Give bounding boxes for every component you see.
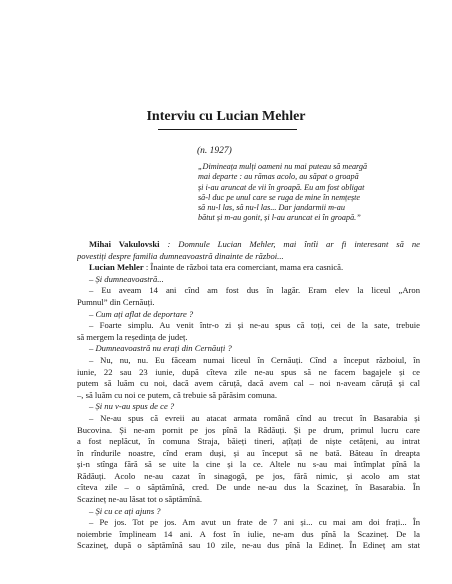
- answer-line: [77, 262, 420, 274]
- answer-line: –, să luăm cu noi ce putem, că trebuie să părăsim comuna.: [77, 389, 277, 400]
- speaker-name: Lucian Mehler: [89, 262, 144, 273]
- epigraph-line: și i-au aruncat de vii în groapă. Eu am fost obligat: [198, 182, 365, 192]
- answer-line: Pumnul” din Cernăuți.: [77, 296, 155, 307]
- answer-line: iunie, 22 sau 23 iunie, după cîteva zile ne-au spus să ne facem bagajele și ce: [77, 366, 420, 377]
- question-line: [77, 239, 420, 251]
- epigraph-line: să nu-l las, să nu-l las... Dar jandarmii m-au: [198, 203, 345, 213]
- speaker-name: Mihai Vakulovski: [89, 239, 160, 249]
- answer-line: Rădăuți. Acolo ne-au cazat în sinagogă, pe jos, fără nimic, și acolo am stat: [77, 470, 420, 481]
- answer-line: putem să luăm cu noi, dacă avem căruță, dacă avem cal – noi n-aveam căruță și cal: [77, 378, 420, 389]
- answer-line: să mergem la reședința de județ.: [77, 331, 188, 342]
- page-title: Interviu cu Lucian Mehler: [146, 109, 306, 124]
- answer-line: – Pe jos. Tot pe jos. Am avut un frate de 7 ani și... cu mai am doi frați... În: [89, 517, 420, 528]
- answer-line: Scazineț ne-au lăsat tot o săptămînă.: [77, 494, 203, 505]
- question-line: – Dumneavoastră nu erați din Cernăuți ?: [89, 343, 232, 354]
- answer-line: a fost neplăcut, în comuna Straja, băieți tineri, ațîțați de niște cetățeni, au intrat: [77, 436, 420, 447]
- epigraph-line: mai departe : au rămas acolo, au săpat o groapă: [198, 172, 359, 182]
- answer-text: : Înainte de război tata era comerciant, mama era casnică.: [145, 262, 344, 273]
- question-text: : Domnule Lucian Mehler, mai întîi ar fi interesant să ne: [167, 239, 420, 249]
- answer-line: – Foarte simplu. Au venit într-o zi și ne-au spus că toți, cei de la sate, trebuie: [89, 320, 420, 331]
- answer-line: în rîndurile noastre, cînd eram duși, și au început să ne bată. Băteau în dreapta: [77, 447, 420, 458]
- answer-line: Scazineț, după o săptămînă sau 10 zile, ne-au dus pînă la Edineț. În Edineț am stat: [77, 540, 420, 551]
- question-line: – Și cu ce ați ajuns ?: [89, 505, 161, 516]
- answer-line: – Nu, nu, nu. Eu făceam numai liceul în Cernăuți. Cînd a început războiul, în: [89, 354, 420, 365]
- epigraph-line: să-l duc pe unul care se ruga de mine în nemțește: [198, 192, 361, 202]
- question-line: – Cum ați aflat de deportare ?: [89, 308, 194, 319]
- answer-line: Bucovina. Și ne-am pornit pe jos pînă la Rădăuți. Și pe drum, primul lucru care: [77, 424, 420, 435]
- epigraph-line: bătut și m-au gonit, și l-au aruncat ei în groapă.”: [198, 213, 361, 223]
- question-line: – Și dumneavoastră...: [89, 273, 164, 284]
- title-underline: [158, 129, 297, 130]
- birth-year-note: (n. 1927): [197, 146, 232, 156]
- answer-line: cîteva zile – o săptămînă, cred. De unde ne-au dus la Scazineț, în Basarabia. În: [77, 482, 420, 493]
- question-line: povestiți despre familia dumneavoastră dinainte de război...: [77, 250, 284, 261]
- answer-line: – Eu aveam 14 ani cînd am fost dus în lagăr. Eram elev la liceul „Aron: [89, 285, 420, 296]
- interview-body: [77, 239, 420, 552]
- epigraph-quote: [198, 162, 420, 224]
- question-line: – Și nu v-au spus de ce ?: [89, 401, 175, 412]
- answer-line: – Ne-au spus că evreii au atacat armata română cînd au trecut în Basarabia și: [89, 412, 420, 423]
- answer-line: noiembrie împlineam 14 ani. A fost în iulie, ne-am dus pînă la Scazineț. De la: [77, 528, 420, 539]
- epigraph-line: „Dimineața mulți oameni nu mai puteau să meargă: [198, 162, 368, 171]
- answer-line: și-n stînga fără să se uite la cine și la ce. Altele nu s-au mai întîmplat pînă la: [77, 459, 420, 470]
